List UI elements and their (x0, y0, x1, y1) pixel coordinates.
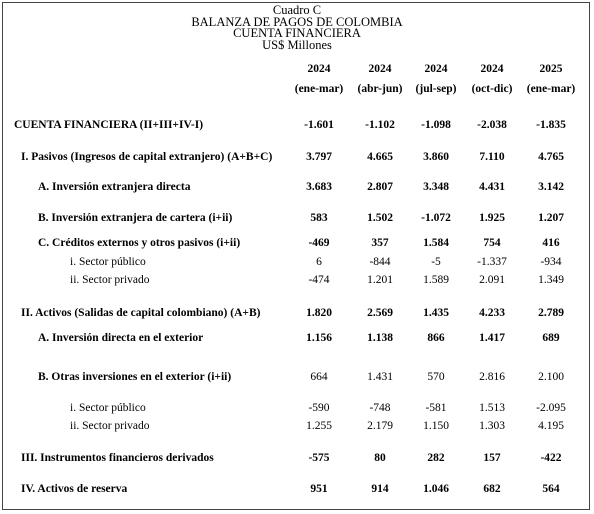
row-value: 583 (310, 212, 328, 224)
table-row (0, 255, 594, 269)
table-row (0, 180, 594, 194)
row-value: 3.142 (538, 181, 564, 193)
row-value: 689 (542, 332, 560, 344)
row-value: 1.431 (367, 371, 393, 383)
row-label: IV. Activos de reserva (21, 483, 128, 495)
row-value: -748 (369, 402, 391, 414)
row-value: 2.569 (367, 307, 393, 319)
row-value: 1.513 (479, 402, 505, 414)
row-label: CUENTA FINANCIERA (II+III+IV-I) (14, 119, 204, 131)
col-5-period: (ene-mar) (526, 83, 576, 95)
row-value: 7.110 (479, 151, 505, 163)
table-units: US$ Millones (262, 37, 332, 52)
row-value: 1.584 (423, 237, 449, 249)
row-value: 4.195 (538, 420, 564, 432)
row-value: 416 (542, 237, 560, 249)
table-row (0, 451, 594, 465)
row-value: 570 (427, 371, 445, 383)
row-value: 1.349 (538, 274, 564, 286)
col-4-year: 2024 (480, 63, 504, 75)
row-value: 1.207 (538, 212, 564, 224)
table-row (0, 306, 594, 320)
row-value: 2.816 (479, 371, 505, 383)
table-row (0, 236, 594, 250)
row-label: ii. Sector privado (70, 274, 150, 286)
row-value: 4.233 (479, 307, 505, 319)
row-value: -2.095 (536, 402, 566, 414)
row-value: 157 (483, 452, 501, 464)
table-row (0, 370, 594, 384)
col-1-period: (ene-mar) (294, 83, 344, 95)
row-value: 754 (483, 237, 501, 249)
row-value: -422 (540, 452, 562, 464)
col-3-year: 2024 (424, 63, 448, 75)
row-value: -1.835 (536, 119, 566, 131)
row-value: -581 (425, 402, 447, 414)
table-subtitle: CUENTA FINANCIERA (233, 26, 361, 40)
row-value: -1.098 (421, 119, 451, 131)
col-5-year: 2025 (539, 63, 563, 75)
row-value: 282 (427, 452, 445, 464)
row-label: B. Inversión extranjera de cartera (i+ii) (38, 212, 233, 224)
row-value: 3.797 (306, 151, 332, 163)
row-label: I. Pasivos (Ingresos de capital extranjero) (A+B+C) (21, 151, 273, 163)
row-value: 80 (374, 452, 386, 464)
row-label: i. Sector público (70, 402, 146, 414)
table-row (0, 150, 594, 164)
row-value: 3.348 (423, 181, 449, 193)
row-value: 951 (310, 483, 328, 495)
row-value: 357 (371, 237, 389, 249)
row-value: 2.807 (367, 181, 393, 193)
row-value: 4.431 (479, 181, 505, 193)
row-value: 1.156 (306, 332, 332, 344)
col-1-year: 2024 (307, 63, 331, 75)
row-value: -1.102 (365, 119, 395, 131)
row-value: 682 (483, 483, 501, 495)
row-value: 3.683 (306, 181, 332, 193)
row-value: -1.337 (477, 256, 507, 268)
row-value: -2.038 (477, 119, 507, 131)
row-value: 1.820 (306, 307, 332, 319)
row-label: A. Inversión extranjera directa (38, 181, 191, 193)
row-label: B. Otras inversiones en el exterior (i+ii) (38, 371, 232, 383)
row-value: 1.925 (479, 212, 505, 224)
col-2-year: 2024 (368, 63, 392, 75)
row-label: i. Sector público (70, 256, 146, 268)
row-value: 1.303 (479, 420, 505, 432)
col-3-period: (jul-sep) (415, 83, 457, 95)
row-value: -1.072 (421, 212, 451, 224)
row-value: 6 (316, 256, 322, 268)
row-value: -1.601 (304, 119, 334, 131)
row-value: 664 (310, 371, 328, 383)
row-value: -575 (308, 452, 330, 464)
row-value: 564 (542, 483, 560, 495)
cuadro-label: Cuadro C (272, 3, 322, 17)
table-row (0, 211, 594, 225)
row-label: ii. Sector privado (70, 420, 150, 432)
row-value: 1.150 (423, 420, 449, 432)
row-value: 1.435 (423, 307, 449, 319)
table-row (0, 331, 594, 345)
row-value: -469 (308, 237, 330, 249)
row-value: -934 (540, 256, 562, 268)
table-row (0, 273, 594, 287)
table-title: BALANZA DE PAGOS DE COLOMBIA (191, 14, 403, 29)
row-value: 2.091 (479, 274, 505, 286)
row-label: II. Activos (Salidas de capital colombiano) (A+B) (21, 307, 261, 319)
row-value: 4.765 (538, 151, 564, 163)
row-value: -844 (369, 256, 391, 268)
row-value: 866 (427, 332, 445, 344)
row-value: 914 (371, 483, 389, 495)
table-row (0, 482, 594, 496)
row-label: C. Créditos externos y otros pasivos (i+ii) (38, 237, 241, 249)
row-value: -590 (308, 402, 330, 414)
row-value: 1.255 (306, 420, 332, 432)
row-value: -5 (431, 256, 441, 268)
table-row (0, 419, 594, 433)
row-value: 2.179 (367, 420, 393, 432)
table-row (0, 401, 594, 415)
row-value: 1.138 (367, 332, 393, 344)
col-4-period: (oct-dic) (471, 83, 513, 95)
row-label: III. Instrumentos financieros derivados (21, 452, 214, 464)
col-2-period: (abr-jun) (357, 83, 403, 95)
row-value: 1.201 (367, 274, 393, 286)
table-row (0, 118, 594, 132)
row-value: 1.589 (423, 274, 449, 286)
table-header (0, 5, 594, 51)
row-value: 2.789 (538, 307, 564, 319)
row-value: 1.046 (423, 483, 449, 495)
row-value: 2.100 (538, 371, 564, 383)
row-value: -474 (308, 274, 330, 286)
row-value: 1.502 (367, 212, 393, 224)
row-label: A. Inversión directa en el exterior (38, 332, 204, 344)
row-value: 1.417 (479, 332, 505, 344)
row-value: 3.860 (423, 151, 449, 163)
row-value: 4.665 (367, 151, 393, 163)
